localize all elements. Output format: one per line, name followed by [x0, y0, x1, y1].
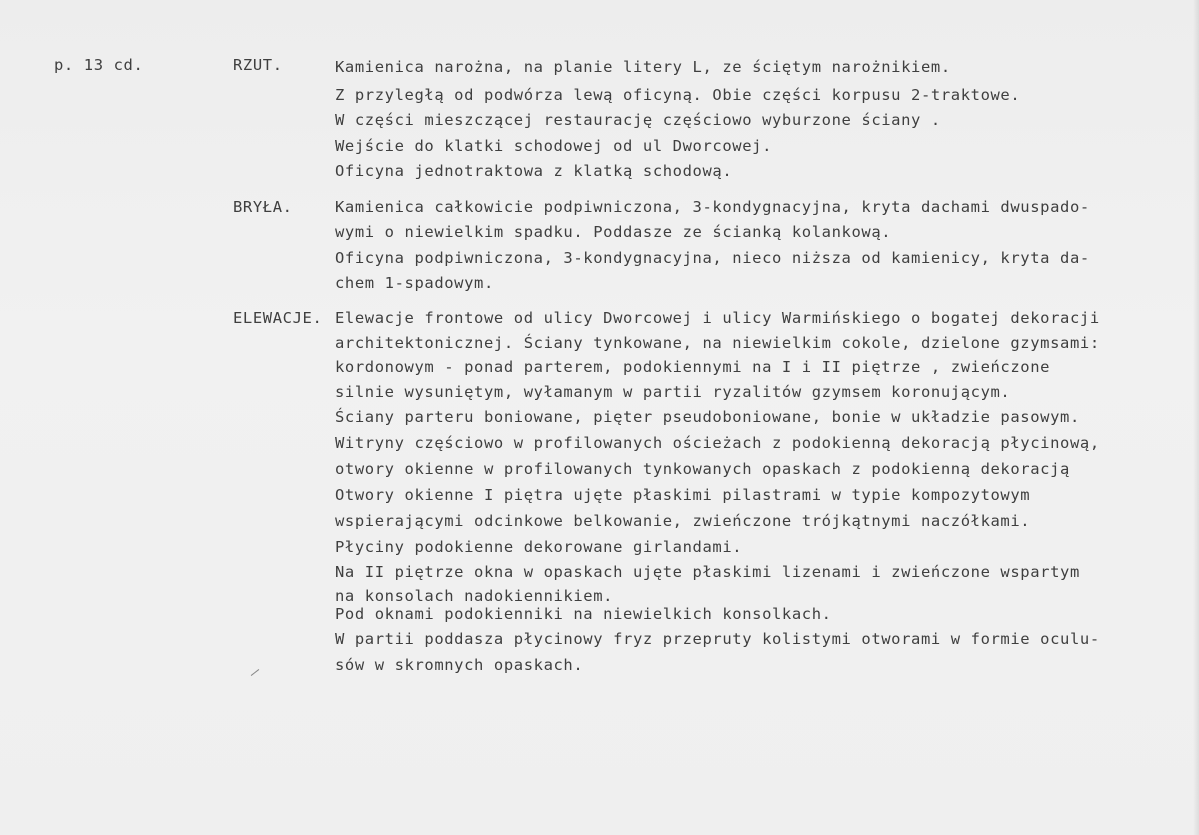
pencil-mark	[251, 669, 259, 676]
elewacje-line-13: Pod oknami podokienniki na niewielkich konsolkach.	[335, 605, 832, 623]
elewacje-line-9: wspierającymi odcinkowe belkowanie, zwieńczone trójkątnymi naczółkami.	[335, 512, 1031, 530]
elewacje-line-7: otwory okienne w profilowanych tynkowanych opaskach z podokienną dekoracją	[335, 460, 1070, 478]
elewacje-line-11: Na II piętrze okna w opaskach ujęte płaskimi lizenami i zwieńczone wspartym	[335, 563, 1080, 581]
elewacje-line-15: sów w skromnych opaskach.	[335, 656, 584, 674]
page-reference: p. 13 cd.	[54, 56, 144, 74]
rzut-line-4: Wejście do klatki schodowej od ul Dworcowej.	[335, 137, 772, 155]
rzut-line-2: Z przyległą od podwórza lewą oficyną. Obie części korpusu 2-traktowe.	[335, 86, 1021, 104]
bryla-line-2: wymi o niewielkim spadku. Poddasze ze ścianką kolankową.	[335, 223, 892, 241]
card-edge-shadow	[1193, 0, 1199, 835]
section-label-elewacje: ELEWACJE.	[233, 309, 323, 327]
bryla-line-1: Kamienica całkowicie podpiwniczona, 3-kondygnacyjna, kryta dachami dwuspado-	[335, 198, 1090, 216]
elewacje-line-10: Płyciny podokienne dekorowane girlandami.	[335, 538, 743, 556]
bryla-line-3: Oficyna podpiwniczona, 3-kondygnacyjna, nieco niższa od kamienicy, kryta da-	[335, 249, 1090, 267]
elewacje-line-4: silnie wysuniętym, wyłamanym w partii ryzalitów gzymsem koronującym.	[335, 383, 1011, 401]
rzut-line-1: Kamienica narożna, na planie litery L, ze ściętym narożnikiem.	[335, 58, 951, 76]
elewacje-line-8: Otwory okienne I piętra ujęte płaskimi pilastrami w typie kompozytowym	[335, 486, 1031, 504]
section-label-rzut: RZUT.	[233, 56, 283, 74]
elewacje-line-1: Elewacje frontowe od ulicy Dworcowej i ulicy Warmińskiego o bogatej dekoracji	[335, 309, 1100, 327]
section-label-bryla: BRYŁA.	[233, 198, 293, 216]
elewacje-line-2: architektonicznej. Ściany tynkowane, na niewielkim cokole, dzielone gzymsami:	[335, 334, 1100, 352]
elewacje-line-5: Ściany parteru boniowane, pięter pseudoboniowane, bonie w układzie pasowym.	[335, 408, 1080, 426]
rzut-line-5: Oficyna jednotraktowa z klatką schodową.	[335, 162, 733, 180]
elewacje-line-6: Witryny częściowo w profilowanych ościeżach z podokienną dekoracją płycinową,	[335, 434, 1100, 452]
elewacje-line-3: kordonowym - ponad parterem, podokiennymi na I i II piętrze , zwieńczone	[335, 358, 1051, 376]
bryla-line-4: chem 1-spadowym.	[335, 274, 494, 292]
rzut-line-3: W części mieszczącej restaurację częściowo wyburzone ściany .	[335, 111, 941, 129]
elewacje-line-14: W partii poddasza płycinowy fryz przepruty kolistymi otworami w formie oculu-	[335, 630, 1100, 648]
elewacje-line-12: na konsolach nadokiennikiem.	[335, 587, 614, 605]
